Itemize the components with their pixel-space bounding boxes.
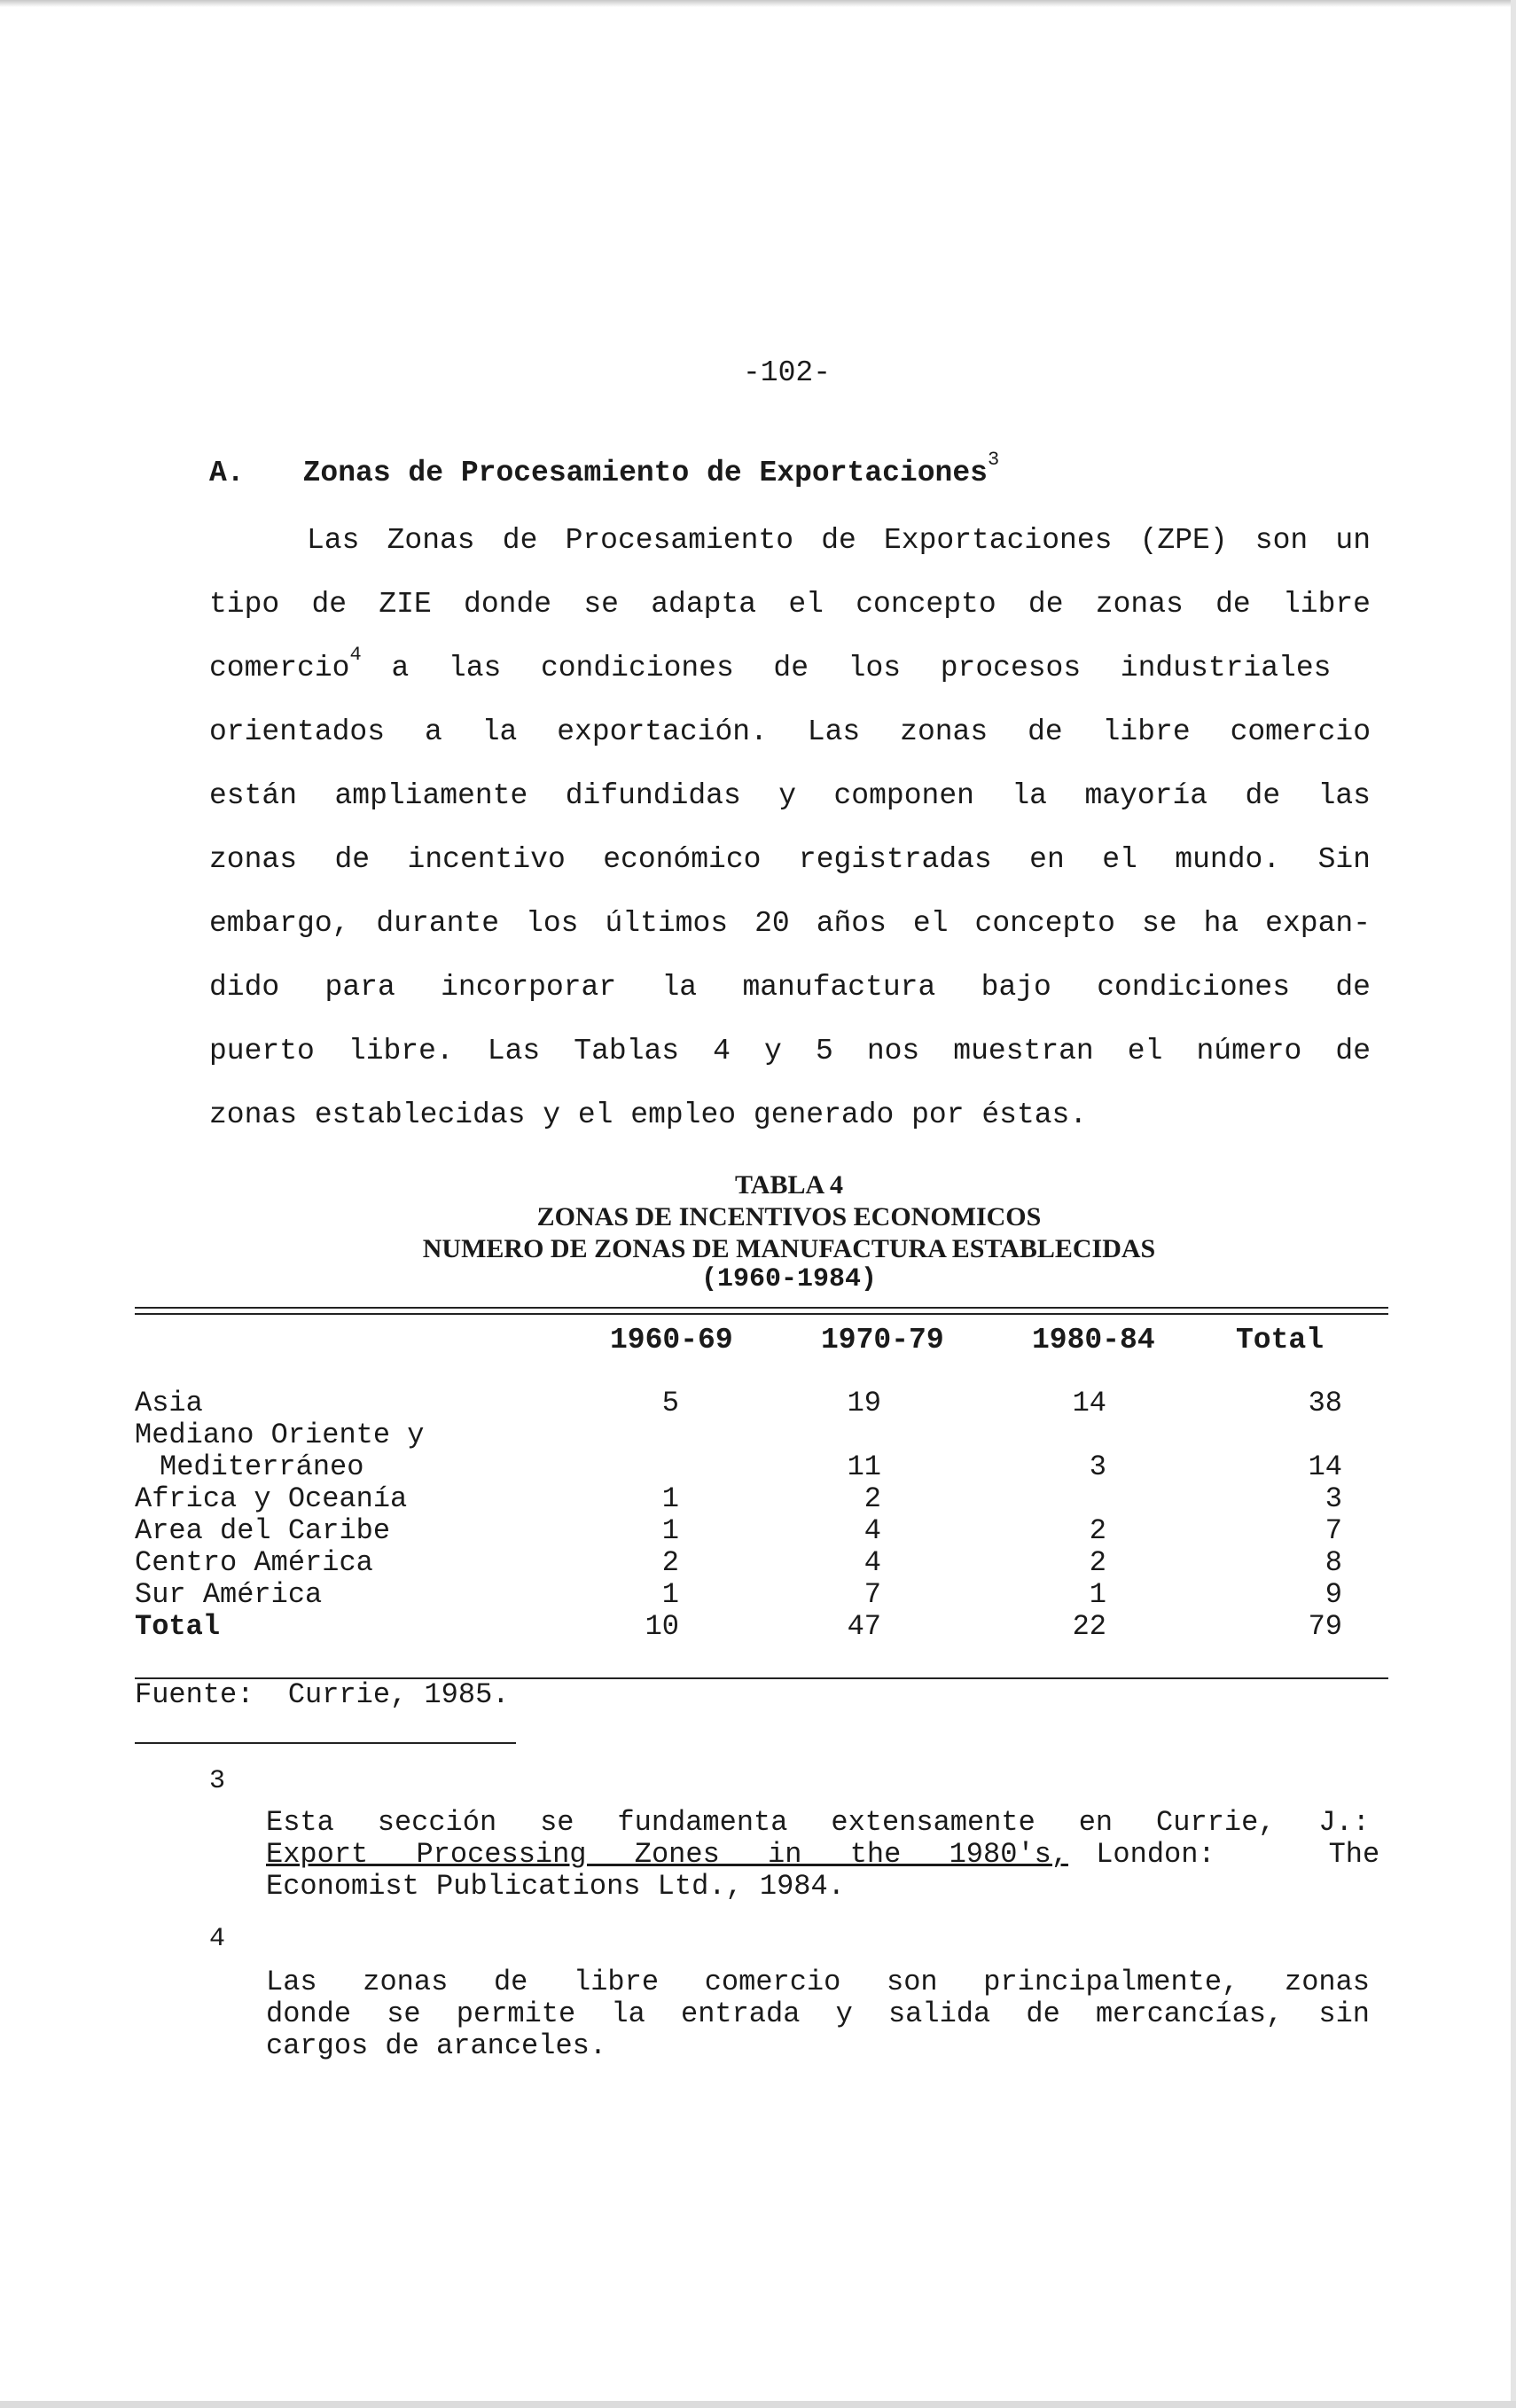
table-row	[135, 1388, 1388, 1419]
table-cell: 22	[1072, 1610, 1106, 1643]
table-row	[135, 1547, 1388, 1579]
paragraph-line: Las Zonas de Procesamiento de Exportaciones (ZPE) son un	[307, 524, 1371, 557]
table-top-rule	[135, 1307, 1388, 1309]
section-letter: A.	[209, 457, 245, 489]
column-header: 1960-69	[610, 1324, 733, 1356]
footnote-ref-3: 3	[987, 449, 1000, 471]
column-header: 1970-79	[821, 1324, 944, 1356]
paragraph-line-part: a las condiciones de los procesos industriales	[391, 652, 1332, 684]
row-label: Mediano Oriente y	[135, 1419, 425, 1451]
table-cell: 2	[1089, 1546, 1106, 1579]
footnote-line: donde se permite la entrada y salida de mercancías, sin	[266, 1998, 1370, 2030]
table-cell: 38	[1308, 1387, 1342, 1419]
paragraph-line-part: comercio	[209, 652, 350, 684]
footnote-number: 3	[209, 1766, 226, 1796]
paragraph-line: están ampliamente difundidas y componen la mayoría de las	[209, 779, 1371, 812]
table-cell: 2	[661, 1546, 679, 1579]
paragraph-line: dido para incorporar la manufactura bajo condiciones de	[209, 971, 1371, 1004]
scan-top-edge	[0, 0, 1516, 7]
paragraph-line: zonas establecidas y el empleo generado por éstas.	[209, 1098, 1088, 1131]
table-cell: 14	[1072, 1387, 1106, 1419]
table-cell: 9	[1325, 1578, 1342, 1611]
section-title: Zonas de Procesamiento de Exportaciones	[302, 457, 988, 489]
table-cell: 8	[1325, 1546, 1342, 1579]
table-cell: 5	[661, 1387, 679, 1419]
table-cell: 7	[1325, 1514, 1342, 1547]
table-row	[135, 1451, 1388, 1483]
table-cell: 47	[847, 1610, 881, 1643]
book-title: Export Processing Zones in the 1980's,	[266, 1838, 1068, 1871]
table-cell: 1	[661, 1482, 679, 1515]
table-top-rule	[135, 1313, 1388, 1315]
table-total-row	[135, 1611, 1388, 1643]
footnote-number: 4	[209, 1924, 226, 1954]
footnote-line: Esta sección se fundamenta extensamente en Currie, J.:	[266, 1806, 1370, 1839]
footnote-ref-4: 4	[349, 644, 362, 666]
row-label: Centro América	[135, 1546, 373, 1579]
table-cell: 79	[1308, 1610, 1342, 1643]
footnote-3	[266, 1806, 1380, 1903]
table-title: ZONAS DE INCENTIVOS ECONOMICOS	[536, 1202, 1042, 1231]
table-cell: 1	[1089, 1578, 1106, 1611]
table-cell: 14	[1308, 1450, 1342, 1483]
paragraph-line: tipo de ZIE donde se adapta el concepto de zonas de libre	[209, 588, 1371, 621]
table-cell: 10	[645, 1610, 679, 1643]
section-heading	[209, 449, 1000, 489]
table-cell: 2	[863, 1482, 881, 1515]
paragraph-line: puerto libre. Las Tablas 4 y 5 nos muestran el número de	[209, 1035, 1371, 1067]
table-label: TABLA 4	[735, 1170, 843, 1200]
table-cell: 19	[847, 1387, 881, 1419]
footnote-line: Economist Publications Ltd., 1984.	[266, 1870, 845, 1903]
row-label: Mediterráneo	[160, 1450, 364, 1483]
row-label: Area del Caribe	[135, 1514, 391, 1547]
footnote-separator	[135, 1742, 516, 1744]
paragraph-line: orientados a la exportación. Las zonas de libre comercio	[209, 715, 1371, 748]
paragraph-line: embargo, durante los últimos 20 años el concepto se ha expan-	[209, 907, 1371, 940]
footnote-4	[266, 1966, 1370, 2062]
paragraph-line	[209, 644, 1371, 686]
table-cell: 4	[863, 1546, 881, 1579]
footnote-line	[266, 1838, 1380, 1871]
table-cell: 7	[863, 1578, 881, 1611]
table-cell: 1	[661, 1514, 679, 1547]
table-cell: 1	[661, 1578, 679, 1611]
table-source: Fuente: Currie, 1985.	[135, 1678, 510, 1711]
row-label: Asia	[135, 1387, 203, 1419]
table-row	[135, 1419, 1388, 1451]
table-row	[135, 1483, 1388, 1515]
row-label: Africa y Oceanía	[135, 1482, 408, 1515]
column-header: Total	[1236, 1324, 1325, 1356]
paragraph-line: zonas de incentivo económico registradas en el mundo. Sin	[209, 843, 1371, 876]
table-row	[135, 1515, 1388, 1547]
page-number: -102-	[742, 356, 832, 389]
table-cell: 4	[863, 1514, 881, 1547]
scan-bottom-edge	[0, 2401, 1516, 2408]
footnote-line: cargos de aranceles.	[266, 2029, 607, 2062]
column-header: 1980-84	[1032, 1324, 1155, 1356]
row-label: Total	[135, 1610, 221, 1643]
table-cell: 2	[1089, 1514, 1106, 1547]
footnote-line-part: London: The	[1096, 1838, 1380, 1871]
table-period: (1960-1984)	[700, 1264, 878, 1294]
table-subtitle: NUMERO DE ZONAS DE MANUFACTURA ESTABLECIDAS	[422, 1234, 1156, 1263]
table-cell: 11	[847, 1450, 881, 1483]
table-cell: 3	[1089, 1450, 1106, 1483]
table-cell: 3	[1325, 1482, 1342, 1515]
footnote-line: Las zonas de libre comercio son principalmente, zonas	[266, 1966, 1370, 1998]
row-label: Sur América	[135, 1578, 323, 1611]
table-row	[135, 1579, 1388, 1611]
